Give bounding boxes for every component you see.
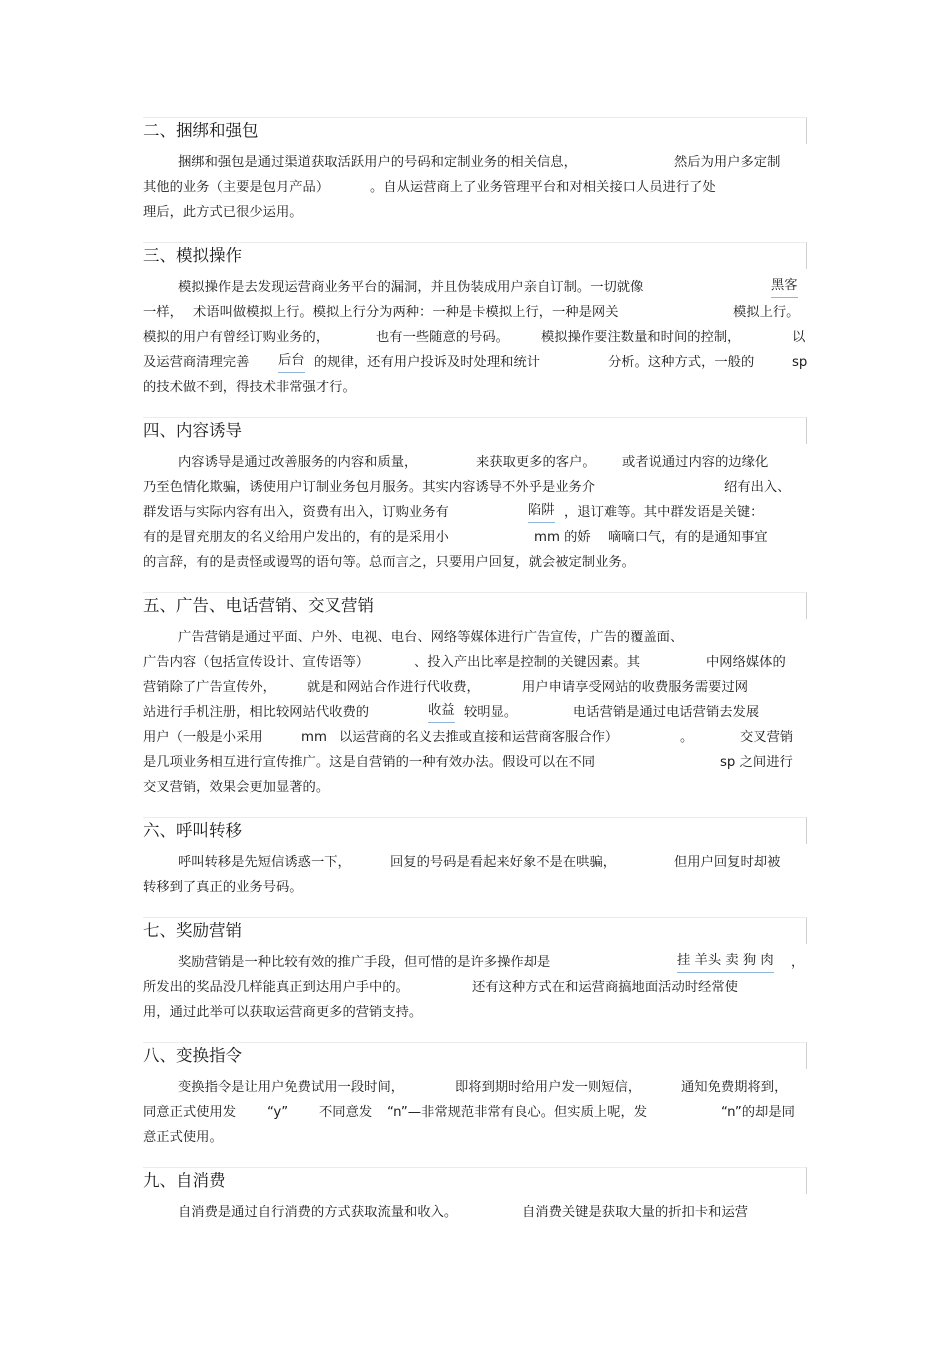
text-run: 就是和网站合作进行代收费， — [307, 680, 480, 695]
heading-text: 二、捆绑和强包 — [143, 121, 259, 140]
heading-text: 三、模拟操作 — [143, 246, 242, 265]
paragraph-line — [143, 975, 807, 1000]
text-run: 分析。这种方式，一般的 — [608, 355, 755, 370]
paragraph-line — [143, 300, 807, 325]
paragraph-line — [143, 475, 807, 500]
text-run: 广告内容（包括宣传设计、宣传语等） — [143, 655, 370, 670]
heading-text: 七、奖励营销 — [143, 921, 242, 940]
text-run: 呼叫转移是先短信诱惑一下， — [178, 855, 351, 870]
text-run: 是几项业务相互进行宣传推广。这是自营销的一种有效办法。假设可以在不同 — [143, 755, 596, 770]
text-run: 绍有出入、 — [724, 480, 791, 495]
text-run: 的言辞，有的是责怪或谩骂的语句等。总而言之，只要用户回复，就会被定制业务。 — [143, 555, 635, 570]
paragraph-line — [143, 1125, 807, 1150]
text-run: 理后，此方式已很少运用。 — [143, 205, 303, 220]
heading-text: 八、变换指令 — [143, 1046, 242, 1065]
text-run: mm — [301, 730, 327, 745]
paragraph-line — [143, 525, 807, 550]
section-heading — [143, 1042, 807, 1069]
paragraph-line — [143, 350, 807, 375]
text-run: 术语叫做模拟上行。模拟上行分为两种：一种是卡模拟上行，一种是网关 — [193, 305, 619, 320]
text-run: 群发语与实际内容有出入，资费有出入，订购业务有 — [143, 505, 449, 520]
heading-text: 六、呼叫转移 — [143, 821, 242, 840]
section-simulation — [143, 242, 807, 400]
text-run: 然后为用户多定制 — [674, 155, 781, 170]
text-run: 模拟的用户有曾经订购业务的， — [143, 330, 330, 345]
heading-text: 九、自消费 — [143, 1171, 226, 1190]
text-run: “n”—非常规范非常有良心。但实质上呢，发 — [387, 1105, 648, 1120]
text-run: 意正式使用。 — [143, 1130, 223, 1145]
link-idiom[interactable]: 挂 羊头 卖 狗 肉 — [677, 950, 774, 973]
text-run: 。自从运营商上了业务管理平台和对相关接口人员进行了处 — [370, 180, 716, 195]
text-run: mm 的娇 — [534, 530, 591, 545]
paragraph-line — [143, 650, 807, 675]
paragraph-line — [143, 625, 807, 650]
section-reward-marketing — [143, 917, 807, 1025]
text-run: 自消费关键是获取大量的折扣卡和运营 — [522, 1205, 749, 1220]
paragraph-line — [143, 150, 807, 175]
text-run: 来获取更多的客户。 — [476, 455, 596, 470]
text-run: 的技术做不到，得技术非常强才行。 — [143, 380, 356, 395]
section-content-inducement — [143, 417, 807, 575]
paragraph-line — [143, 775, 807, 800]
text-run: 转移到了真正的业务号码。 — [143, 880, 303, 895]
text-run: 中网络媒体的 — [706, 655, 786, 670]
text-run: ，退订难等。其中群发语是关键： — [564, 505, 764, 520]
text-run: 或者说通过内容的边缘化 — [622, 455, 769, 470]
text-run: sp 之间进行 — [720, 755, 793, 770]
paragraph-line — [143, 700, 807, 725]
heading-text: 四、内容诱导 — [143, 421, 242, 440]
paragraph-line — [143, 1200, 807, 1225]
text-run: 不同意发 — [319, 1105, 373, 1120]
text-run: 模拟上行。 — [733, 305, 800, 320]
text-run: 变换指令是让用户免费试用一段时间， — [178, 1080, 405, 1095]
section-call-forwarding — [143, 817, 807, 900]
text-run: 但用户回复时却被 — [674, 855, 781, 870]
text-run: 以 — [792, 330, 806, 345]
text-run: 交叉营销 — [740, 730, 794, 745]
paragraph-line — [143, 325, 807, 350]
section-heading — [143, 117, 807, 144]
paragraph-line — [143, 200, 807, 225]
text-run: 有的是冒充朋友的名义给用户发出的，有的是采用小 — [143, 530, 449, 545]
text-run: 用户申请享受网站的收费服务需要过网 — [522, 680, 749, 695]
text-run: 模拟操作是去发现运营商业务平台的漏洞，并且伪装成用户亲自订制。一切就像 — [178, 280, 644, 295]
text-run: 交叉营销，效果会更加显著的。 — [143, 780, 330, 795]
text-run: 也有一些随意的号码。 — [376, 330, 509, 345]
text-run: ， — [791, 955, 805, 970]
text-run: sp — [792, 355, 808, 370]
paragraph-line — [143, 750, 807, 775]
paragraph-line — [143, 950, 807, 975]
text-run: 模拟操作要注数量和时间的控制， — [541, 330, 741, 345]
paragraph-line — [143, 375, 807, 400]
link-hacker[interactable]: 黑客 — [771, 275, 798, 298]
text-run: 的规律，还有用户投诉及时处理和统计 — [314, 355, 541, 370]
heading-text: 五、广告、电话营销、交叉营销 — [143, 596, 374, 615]
text-run: 回复的号码是看起来好象不是在哄骗， — [390, 855, 617, 870]
section-heading — [143, 1167, 807, 1194]
text-run: 奖励营销是一种比较有效的推广手段，但可惜的是许多操作却是 — [178, 955, 551, 970]
text-run: 乃至色情化欺骗，诱使用户订制业务包月服务。其实内容诱导不外乎是业务介 — [143, 480, 596, 495]
paragraph-line — [143, 675, 807, 700]
text-run: 其他的业务（主要是包月产品） — [143, 180, 330, 195]
text-run: 营销除了广告宣传外， — [143, 680, 276, 695]
link-income[interactable]: 收益 — [428, 700, 455, 723]
section-advertising — [143, 592, 807, 800]
section-heading — [143, 242, 807, 269]
text-run: 通知免费期将到， — [681, 1080, 788, 1095]
text-run: 用，通过此举可以获取运营商更多的营销支持。 — [143, 1005, 423, 1020]
paragraph-line — [143, 500, 807, 525]
text-run: 捆绑和强包是通过渠道获取活跃用户的号码和定制业务的相关信息， — [178, 155, 577, 170]
link-trap[interactable]: 陷阱 — [528, 500, 555, 523]
text-run: 以运营商的名义去推或直接和运营商客服合作） — [339, 730, 619, 745]
section-heading — [143, 917, 807, 944]
text-run: “y” — [267, 1105, 289, 1120]
text-run: 用户（一般是小采用 — [143, 730, 263, 745]
paragraph-line — [143, 1100, 807, 1125]
text-run: 还有这种方式在和运营商搞地面活动时经常使 — [472, 980, 738, 995]
text-run: 自消费是通过自行消费的方式获取流量和收入。 — [178, 1205, 458, 1220]
paragraph-line — [143, 275, 807, 300]
section-heading — [143, 417, 807, 444]
text-run: “n”的却是同 — [721, 1105, 795, 1120]
text-run: 同意正式使用发 — [143, 1105, 237, 1120]
paragraph-line — [143, 175, 807, 200]
section-bundling — [143, 117, 807, 225]
paragraph-line — [143, 725, 807, 750]
text-run: 嘀嘀口气，有的是通知事宜 — [608, 530, 768, 545]
paragraph-line — [143, 450, 807, 475]
link-backend[interactable]: 后台 — [278, 350, 305, 373]
text-run: 。 — [680, 730, 694, 745]
text-run: 内容诱导是通过改善服务的内容和质量， — [178, 455, 418, 470]
paragraph-line — [143, 1000, 807, 1025]
text-run: 所发出的奖品没几样能真正到达用户手中的。 — [143, 980, 409, 995]
text-run: 电话营销是通过电话营销去发展 — [573, 705, 760, 720]
text-run: 较明显。 — [464, 705, 518, 720]
section-heading — [143, 592, 807, 619]
text-run: 站进行手机注册，相比较网站代收费的 — [143, 705, 370, 720]
section-instruction-switch — [143, 1042, 807, 1150]
paragraph-line — [143, 875, 807, 900]
paragraph-line — [143, 1075, 807, 1100]
text-run: 即将到期时给用户发一则短信， — [455, 1080, 642, 1095]
text-run: 一样， — [143, 305, 183, 320]
text-run: 广告营销是通过平面、户外、电视、电台、网络等媒体进行广告宣传，广告的覆盖面、 — [178, 630, 684, 645]
text-run: 、投入产出比率是控制的关键因素。其 — [414, 655, 641, 670]
paragraph-line — [143, 550, 807, 575]
paragraph-line — [143, 850, 807, 875]
section-self-consumption — [143, 1167, 807, 1225]
section-heading — [143, 817, 807, 844]
text-run: 及运营商清理完善 — [143, 355, 250, 370]
